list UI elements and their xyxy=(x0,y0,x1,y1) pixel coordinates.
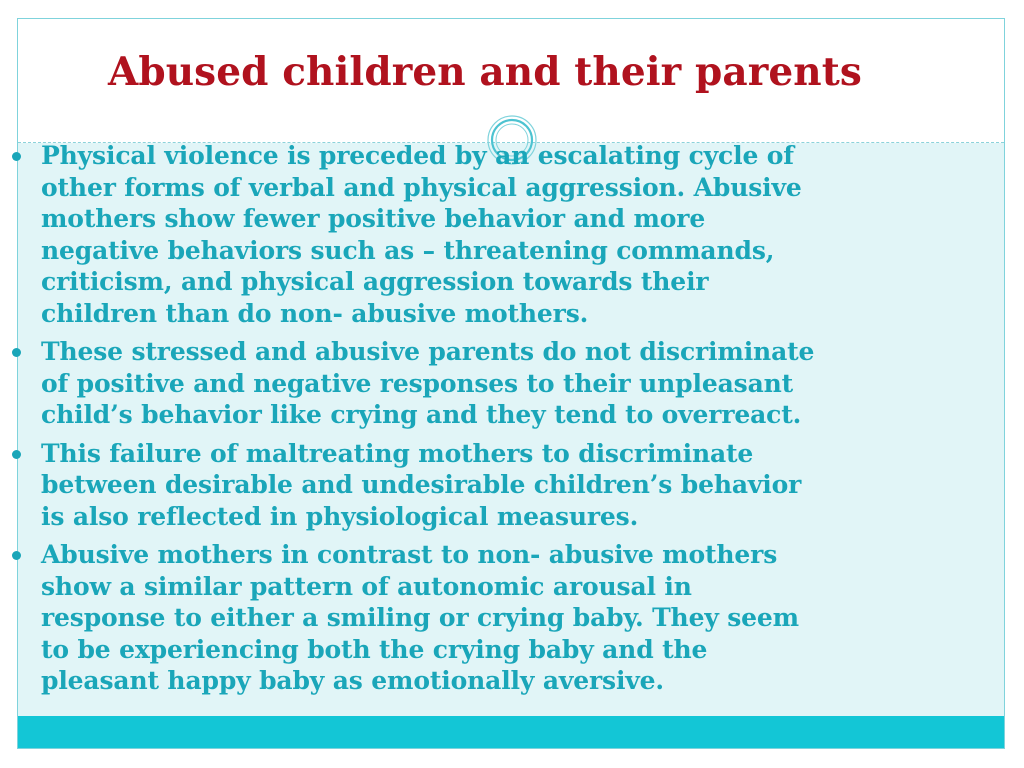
bullet-line: Physical violence is preceded by an escalating cycle of xyxy=(41,141,794,170)
bullet-text xyxy=(41,438,1000,533)
bullet-line: to be experiencing both the crying baby and the xyxy=(41,634,708,664)
bullet-text xyxy=(41,140,1000,329)
bullet-item xyxy=(0,539,1000,697)
slide-title: Abused children and their parents xyxy=(108,49,862,95)
bullet-item xyxy=(0,140,1000,329)
bullet-list xyxy=(0,140,1000,704)
bullet-line: is also reflected in physiological measures. xyxy=(41,501,639,531)
bullet-line: children than do non- abusive mothers. xyxy=(41,298,589,328)
bullet-line: of positive and negative responses to their unpleasant xyxy=(41,368,794,398)
bullet-line: child’s behavior like crying and they tend to overreact. xyxy=(41,400,802,429)
bullet-text xyxy=(41,539,1000,697)
footer-bar xyxy=(18,716,1004,748)
bullet-dot-icon xyxy=(12,152,21,161)
bullet-item xyxy=(0,438,1000,533)
bullet-dot-icon xyxy=(12,450,21,459)
bullet-line: mothers show fewer positive behavior and more xyxy=(41,204,706,233)
bullet-line: Abusive mothers in contrast to non- abusive mothers xyxy=(41,540,778,569)
bullet-text xyxy=(41,336,1000,431)
bullet-line: response to either a smiling or crying baby. They seem xyxy=(41,603,799,632)
bullet-line: other forms of verbal and physical aggression. Abusive xyxy=(41,172,802,202)
bullet-line: These stressed and abusive parents do not discriminate xyxy=(41,337,815,366)
bullet-line: show a similar pattern of autonomic arousal in xyxy=(41,571,692,601)
bullet-line: negative behaviors such as – threatening commands, xyxy=(41,235,775,265)
bullet-dot-icon xyxy=(12,348,21,357)
bullet-line: pleasant happy baby as emotionally aversive. xyxy=(41,666,664,695)
bullet-dot-icon xyxy=(12,551,21,560)
bullet-line: between desirable and undesirable children’s behavior xyxy=(41,470,802,499)
bullet-line: criticism, and physical aggression towards their xyxy=(41,267,709,296)
bullet-item xyxy=(0,336,1000,431)
bullet-line: This failure of maltreating mothers to discriminate xyxy=(41,438,754,468)
